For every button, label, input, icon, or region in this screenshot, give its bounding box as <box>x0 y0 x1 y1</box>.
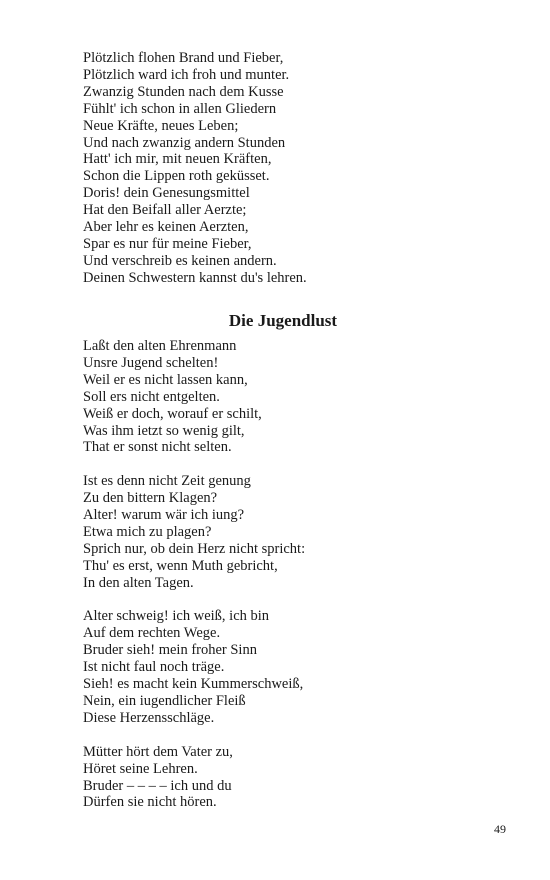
verse-line: Und verschreib es keinen andern. <box>83 252 277 269</box>
verse-line: Zwanzig Stunden nach dem Kusse <box>83 83 284 100</box>
verse-line: Dürfen sie nicht hören. <box>83 794 217 811</box>
verse-line: Ist nicht faul noch träge. <box>83 659 225 676</box>
poem-stanza-3 <box>83 608 483 726</box>
intro-poem-ending <box>83 50 483 287</box>
verse-line: Aber lehr es keinen Aerzten, <box>83 219 249 236</box>
verse-line: Plötzlich flohen Brand und Fieber, <box>83 50 284 66</box>
verse-line: Etwa mich zu plagen? <box>83 523 212 540</box>
page-number: 49 <box>494 822 506 836</box>
verse-line: Höret seine Lehren. <box>83 760 198 777</box>
verse-line: Alter schweig! ich weiß, ich bin <box>83 608 270 625</box>
verse-line: Sprich nur, ob dein Herz nicht spricht: <box>83 540 306 557</box>
verse-line: Zu den bittern Klagen? <box>83 490 218 507</box>
verse-line: Weiß er doch, worauf er schilt, <box>83 405 262 422</box>
verse-line: Schon die Lippen roth geküsset. <box>83 168 270 185</box>
verse-line: Thu' es erst, wenn Muth gebricht, <box>83 557 278 574</box>
verse-line: Ist es denn nicht Zeit genung <box>83 473 251 490</box>
intro-stanza <box>83 50 483 287</box>
verse-line: Deinen Schwestern kannst du's lehren. <box>83 269 307 286</box>
poem-stanza-2 <box>83 473 483 591</box>
verse-line: That er sonst nicht selten. <box>83 439 232 456</box>
verse-line: Hatt' ich mir, mit neuen Kräften, <box>83 151 272 168</box>
poem-title: Die Jugendlust <box>228 311 338 330</box>
poem-stanza-4 <box>83 744 483 812</box>
verse-line: Hat den Beifall aller Aerzte; <box>83 202 247 219</box>
verse-line: Diese Herzensschläge. <box>83 709 215 726</box>
verse-line: Unsre Jugend schelten! <box>83 354 219 371</box>
verse-line: Plötzlich ward ich froh und munter. <box>83 66 290 83</box>
poem-stanza-1 <box>83 338 483 456</box>
verse-line: Alter! warum wär ich iung? <box>83 507 245 524</box>
verse-line: Laßt den alten Ehrenmann <box>83 338 237 354</box>
verse-line: Bruder – – – – ich und du <box>83 777 232 794</box>
verse-line: In den alten Tagen. <box>83 574 194 591</box>
verse-line: Sieh! es macht kein Kummerschweiß, <box>83 676 304 693</box>
verse-line: Nein, ein iugendlicher Fleiß <box>83 693 246 709</box>
poem-body <box>83 338 483 811</box>
verse-line: Bruder sieh! mein froher Sinn <box>83 642 257 659</box>
verse-line: Fühlt' ich schon in allen Gliedern <box>83 100 277 117</box>
verse-line: Mütter hört dem Vater zu, <box>83 743 233 760</box>
verse-line: Und nach zwanzig andern Stunden <box>83 134 286 151</box>
verse-line: Spar es nur für meine Fieber, <box>83 235 252 252</box>
verse-line: Neue Kräfte, neues Leben; <box>83 117 239 134</box>
verse-line: Soll ers nicht entgelten. <box>83 388 220 405</box>
verse-line: Weil er es nicht lassen kann, <box>83 371 248 388</box>
verse-line: Was ihm ietzt so wenig gilt, <box>83 422 245 439</box>
verse-line: Doris! dein Genesungsmittel <box>83 185 250 202</box>
verse-line: Auf dem rechten Wege. <box>83 625 221 642</box>
